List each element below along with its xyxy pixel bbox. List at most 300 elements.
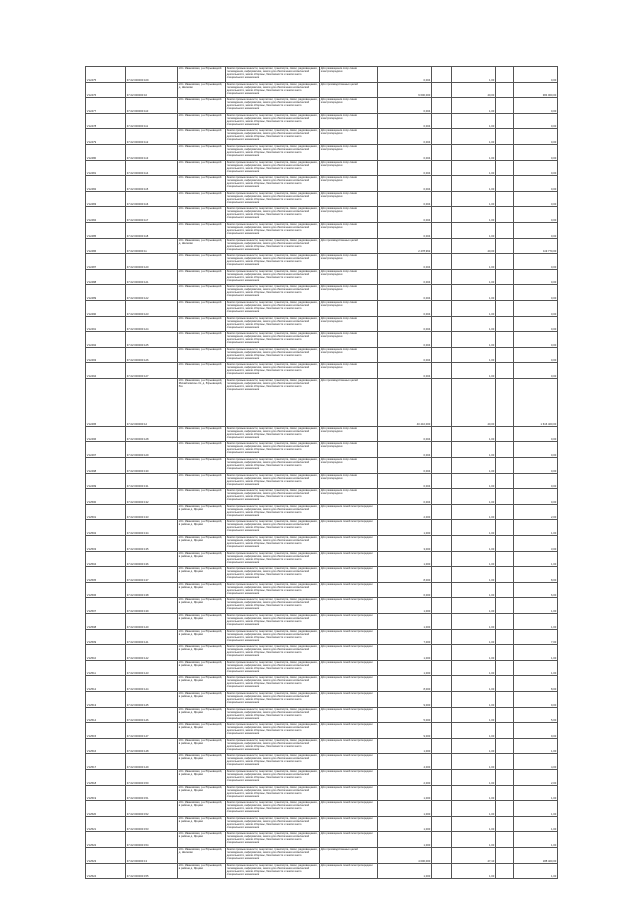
tax-rate: 1,00 xyxy=(452,707,496,723)
table-row xyxy=(86,160,558,176)
tax-sum: 1,00 xyxy=(514,520,558,536)
land-category: Земли промышленности, энергетики, транспорта, связи, радиовещания, телевидения, информатики, земли для обеспечения космической деятельности, земли обороны, безопасности и земли иного специального назначения xyxy=(226,816,320,832)
empty-cell xyxy=(496,754,514,770)
empty-cell xyxy=(432,191,452,207)
row-id: V12495 xyxy=(86,378,126,426)
empty-cell xyxy=(432,645,452,661)
table-row xyxy=(86,598,558,614)
permitted-use: Для размещения линий электропередачи xyxy=(320,598,378,614)
permitted-use: Для размещения линий электропередачи xyxy=(320,769,378,785)
permitted-use: Для размещения опор линии электропередачи xyxy=(320,473,378,489)
table-row xyxy=(86,536,558,552)
plot-address: обл. Ивановская, р-н Юрьевецкий xyxy=(178,285,226,301)
permitted-use: Для размещения линий электропередачи xyxy=(320,645,378,661)
tax-sum: 1,00 xyxy=(514,816,558,832)
empty-cell xyxy=(432,363,452,379)
tax-rate: 1,00 xyxy=(452,300,496,316)
plot-address: обл. Ивановская, р-н Юрьевецкий, в районе д. Ярцево xyxy=(178,598,226,614)
table-row xyxy=(86,489,558,505)
row-id: V12498 xyxy=(86,458,126,474)
table-row xyxy=(86,82,558,98)
permitted-use: Для размещения линий электропередачи xyxy=(320,723,378,739)
permitted-use: Для размещения линий электропередачи xyxy=(320,738,378,754)
plot-address: обл. Ивановская, р-н Юрьевецкий xyxy=(178,254,226,270)
cadastral-number: 37:22:000000:149 xyxy=(126,754,178,770)
permitted-use: Для размещения линий электропередачи xyxy=(320,863,378,879)
table-row xyxy=(86,520,558,536)
cadastral-number: 37:22:000000:133 xyxy=(126,504,178,520)
empty-cell xyxy=(432,614,452,630)
tax-sum: 0,00 xyxy=(514,347,558,363)
plot-address: обл. Ивановская, р-н Юрьевецкий, в районе д. Ярцево xyxy=(178,707,226,723)
tax-sum: 1,00 xyxy=(514,645,558,661)
cadastral-number: 37:22:000000:125 xyxy=(126,332,178,348)
plot-area: 0,004 xyxy=(378,144,432,160)
tax-rate: 1,00 xyxy=(452,222,496,238)
cadastral-number: 37:22:000000:147 xyxy=(126,723,178,739)
tax-sum: 1,00 xyxy=(514,801,558,817)
row-id: V12522 xyxy=(86,832,126,848)
empty-cell xyxy=(432,598,452,614)
plot-address: обл. Ивановская, р-н Юрьевецкий xyxy=(178,207,226,223)
plot-address: обл. Ивановская, р-н Юрьевецкий, в районе д. Ярцево xyxy=(178,520,226,536)
plot-address: обл. Ивановская, р-н Юрьевецкий, в районе д. Ярцево xyxy=(178,754,226,770)
plot-address: обл. Ивановская, р-н Юрьевецкий, в районе д. Ярцево xyxy=(178,676,226,692)
tax-sum: 0,00 xyxy=(514,285,558,301)
table-row xyxy=(86,238,558,254)
plot-area: 7,000 xyxy=(378,629,432,645)
tax-rate: 1,00 xyxy=(452,723,496,739)
plot-area: 1,000 xyxy=(378,832,432,848)
plot-area: 0,004 xyxy=(378,426,432,442)
cadastral-number: 37:22:000000:115 xyxy=(126,176,178,192)
land-category: Земли промышленности, энергетики, транспорта, связи, радиовещания, телевидения, информатики, земли для обеспечения космической деятельности, земли обороны, безопасности и земли иного специального назначения xyxy=(226,363,320,379)
row-id: V12517 xyxy=(86,754,126,770)
row-id: V12493 xyxy=(86,347,126,363)
plot-area: 8,000 xyxy=(378,676,432,692)
plot-address: обл. Ивановская, р-н Юрьевецкий xyxy=(178,113,226,129)
table-row xyxy=(86,222,558,238)
empty-cell xyxy=(432,222,452,238)
land-category: Земли промышленности, энергетики, транспорта, связи, радиовещания, телевидения, информатики, земли для обеспечения космической деятельности, земли обороны, безопасности и земли иного специального назначения xyxy=(226,551,320,567)
land-category: Земли промышленности, энергетики, транспорта, связи, радиовещания, телевидения, информатики, земли для обеспечения космической деятельности, земли обороны, безопасности и земли иного специального назначения xyxy=(226,458,320,474)
row-id: V12475 xyxy=(86,67,126,83)
table-row xyxy=(86,504,558,520)
permitted-use: Для размещения опор линии электропередачи xyxy=(320,129,378,145)
permitted-use: Для размещения опор линии электропередачи xyxy=(320,442,378,458)
tax-rate: 1,00 xyxy=(452,676,496,692)
tax-rate: 1,00 xyxy=(452,473,496,489)
land-category: Земли промышленности, энергетики, транспорта, связи, радиовещания, телевидения, информатики, земли для обеспечения космической деятельности, земли обороны, безопасности и земли иного специального назначения xyxy=(226,629,320,645)
empty-cell xyxy=(432,738,452,754)
plot-address: обл. Ивановская, р-н Юрьевецкий xyxy=(178,426,226,442)
empty-cell xyxy=(432,300,452,316)
plot-address: обл. Ивановская, р-н Юрьевецкий xyxy=(178,489,226,505)
row-id: V12488 xyxy=(86,269,126,285)
tax-sum: 0,00 xyxy=(514,442,558,458)
cadastral-number: 37:22:000000:142 xyxy=(126,645,178,661)
table-row xyxy=(86,254,558,270)
table-row xyxy=(86,378,558,426)
plot-area: 8,000 xyxy=(378,567,432,583)
land-category: Земли промышленности, энергетики, транспорта, связи, радиовещания, телевидения, информатики, земли для обеспечения космической деятельности, земли обороны, безопасности и земли иного специального назначения xyxy=(226,707,320,723)
empty-cell xyxy=(432,458,452,474)
empty-cell xyxy=(432,504,452,520)
cadastral-number: 37:22:000000:154 xyxy=(126,832,178,848)
land-category: Земли промышленности, энергетики, транспорта, связи, радиовещания, телевидения, информатики, земли для обеспечения космической деятельности, земли обороны, безопасности и земли иного специального назначения xyxy=(226,801,320,817)
empty-cell xyxy=(496,629,514,645)
tax-sum: 1,00 xyxy=(514,660,558,676)
plot-address: обл. Ивановская, р-н Юрьевецкий, в районе д. Ярцево xyxy=(178,832,226,848)
cadastral-number: 37:22:000000:110 xyxy=(126,98,178,114)
plot-area: 1,000 xyxy=(378,785,432,801)
empty-cell xyxy=(496,863,514,879)
cadastral-number: 37:22:000000:109 xyxy=(126,67,178,83)
row-id: V12505 xyxy=(86,567,126,583)
tax-rate: 1,00 xyxy=(452,567,496,583)
row-id: V12509 xyxy=(86,629,126,645)
register-sheet xyxy=(85,66,557,879)
cadastral-number: 37:22:000000:150 xyxy=(126,769,178,785)
plot-area: 0,004 xyxy=(378,98,432,114)
table-row xyxy=(86,816,558,832)
cadastral-number: 37:22:000000:131 xyxy=(126,473,178,489)
empty-cell xyxy=(432,332,452,348)
tax-sum: 0,00 xyxy=(514,473,558,489)
cadastral-number: 37:22:000000:153 xyxy=(126,816,178,832)
empty-cell xyxy=(496,489,514,505)
empty-cell xyxy=(432,316,452,332)
tax-sum: 0,00 xyxy=(514,316,558,332)
tax-rate: 1,00 xyxy=(452,285,496,301)
row-id: V12494 xyxy=(86,363,126,379)
table-row xyxy=(86,347,558,363)
tax-rate: 1,00 xyxy=(452,254,496,270)
row-id: V12491 xyxy=(86,316,126,332)
permitted-use: Для размещения опор линии электропередачи xyxy=(320,332,378,348)
tax-sum: 188 400,00 xyxy=(514,847,558,863)
tax-sum: 8,00 xyxy=(514,567,558,583)
empty-cell xyxy=(496,847,514,863)
empty-cell xyxy=(432,378,452,426)
empty-cell xyxy=(432,863,452,879)
row-id: V12502 xyxy=(86,520,126,536)
empty-cell xyxy=(496,738,514,754)
plot-address: обл. Ивановская, р-н Юрьевецкий xyxy=(178,442,226,458)
plot-address: обл. Ивановская, р-н Юрьевецкий, в районе д. Ярцево xyxy=(178,567,226,583)
table-row xyxy=(86,426,558,442)
plot-area: 3,000 xyxy=(378,536,432,552)
empty-cell xyxy=(432,551,452,567)
table-row xyxy=(86,458,558,474)
tax-sum: 9,00 xyxy=(514,691,558,707)
empty-cell xyxy=(496,363,514,379)
land-category: Земли промышленности, энергетики, транспорта, связи, радиовещания, телевидения, информатики, земли для обеспечения космической деятельности, земли обороны, безопасности и земли иного специального назначения xyxy=(226,582,320,598)
tax-sum: 1,00 xyxy=(514,614,558,630)
permitted-use: Для размещения линий электропередачи xyxy=(320,754,378,770)
empty-cell xyxy=(432,754,452,770)
tax-rate: 1,00 xyxy=(452,426,496,442)
land-category: Земли промышленности, энергетики, транспорта, связи, радиовещания, телевидения, информатики, земли для обеспечения космической деятельности, земли обороны, безопасности и земли иного специального назначения xyxy=(226,598,320,614)
permitted-use: Для размещения опор линии электропередачи xyxy=(320,222,378,238)
table-row xyxy=(86,676,558,692)
plot-area: 2 478,962 xyxy=(378,238,432,254)
tax-rate: 1,00 xyxy=(452,129,496,145)
empty-cell xyxy=(496,176,514,192)
plot-area: 0,004 xyxy=(378,473,432,489)
plot-area: 1,000 xyxy=(378,551,432,567)
row-id: V12512 xyxy=(86,676,126,692)
tax-rate: 1,00 xyxy=(452,144,496,160)
tax-sum: 2,00 xyxy=(514,504,558,520)
empty-cell xyxy=(496,645,514,661)
cadastral-number: 37:22:000000:114 xyxy=(126,160,178,176)
empty-cell xyxy=(496,269,514,285)
row-id: V12513 xyxy=(86,691,126,707)
tax-rate: 1,00 xyxy=(452,832,496,848)
plot-address: обл. Ивановская, р-н Юрьевецкий, д. Шелково xyxy=(178,238,226,254)
empty-cell xyxy=(496,567,514,583)
row-id: V12484 xyxy=(86,207,126,223)
cadastral-number: 37:22:000000:136 xyxy=(126,551,178,567)
land-category: Земли промышленности, энергетики, транспорта, связи, радиовещания, телевидения, информатики, земли для обеспечения космической деятельности, земли обороны, безопасности и земли иного специального назначения xyxy=(226,489,320,505)
permitted-use: Для размещения опор линии электропередачи xyxy=(320,316,378,332)
permitted-use: Для размещения линий электропередачи xyxy=(320,801,378,817)
permitted-use: Для размещения опор линии электропередачи xyxy=(320,269,378,285)
tax-sum: 0,00 xyxy=(514,98,558,114)
empty-cell xyxy=(496,332,514,348)
cadastral-number: 37:22:000000:151 xyxy=(126,785,178,801)
tax-sum: 1,00 xyxy=(514,598,558,614)
tax-sum: 2,00 xyxy=(514,769,558,785)
plot-address: обл. Ивановская, р-н Юрьевецкий xyxy=(178,269,226,285)
permitted-use: Для размещения линий электропередачи xyxy=(320,614,378,630)
cadastral-number: 37:22:000000:117 xyxy=(126,207,178,223)
permitted-use: Для размещения опор линии электропередачи xyxy=(320,67,378,83)
land-category: Земли промышленности, энергетики, транспорта, связи, радиовещания, телевидения, информатики, земли для обеспечения космической деятельности, земли обороны, безопасности и земли иного специального назначения xyxy=(226,207,320,223)
tax-rate: 1,00 xyxy=(452,691,496,707)
empty-cell xyxy=(432,113,452,129)
cadastral-number: 37:22:000000:12 xyxy=(126,378,178,426)
row-id: V12483 xyxy=(86,191,126,207)
empty-cell xyxy=(496,551,514,567)
land-category: Земли промышленности, энергетики, транспорта, связи, радиовещания, телевидения, информатики, земли для обеспечения космической деятельности, земли обороны, безопасности и земли иного специального назначения xyxy=(226,442,320,458)
table-row xyxy=(86,316,558,332)
plot-area: 1,000 xyxy=(378,660,432,676)
table-row xyxy=(86,614,558,630)
plot-area: 1,000 xyxy=(378,801,432,817)
tax-rate: 1,00 xyxy=(452,347,496,363)
empty-cell xyxy=(496,707,514,723)
plot-address: обл. Ивановская, р-н Юрьевецкий, Михайловское с/п, д. Юрьевецкий, б/н xyxy=(178,378,226,426)
tax-sum: 0,00 xyxy=(514,489,558,505)
tax-rate: 1,00 xyxy=(452,769,496,785)
empty-cell xyxy=(496,285,514,301)
table-row xyxy=(86,832,558,848)
empty-cell xyxy=(496,113,514,129)
empty-cell xyxy=(496,582,514,598)
table-row xyxy=(86,660,558,676)
permitted-use: Для размещения линий электропередачи xyxy=(320,816,378,832)
plot-address: обл. Ивановская, р-н Юрьевецкий xyxy=(178,332,226,348)
land-category: Земли промышленности, энергетики, транспорта, связи, радиовещания, телевидения, информатики, земли для обеспечения космической деятельности, земли обороны, безопасности и земли иного специального назначения xyxy=(226,316,320,332)
plot-area: 0,004 xyxy=(378,269,432,285)
row-id: V12501 xyxy=(86,504,126,520)
tax-rate: 40,00 xyxy=(452,238,496,254)
cadastral-number: 37:22:000000:123 xyxy=(126,300,178,316)
cadastral-number: 37:22:000000:112 xyxy=(126,129,178,145)
empty-cell xyxy=(496,832,514,848)
cadastral-number: 37:22:000000:116 xyxy=(126,191,178,207)
tax-sum: 0,00 xyxy=(514,363,558,379)
plot-address: обл. Ивановская, р-н Юрьевецкий, в районе д. Ярцево xyxy=(178,536,226,552)
tax-rate: 1,00 xyxy=(452,598,496,614)
row-id: V12496 xyxy=(86,426,126,442)
permitted-use: Для размещения опор линии электропередачи xyxy=(320,160,378,176)
empty-cell xyxy=(496,769,514,785)
cadastral-number: 37:22:000000:127 xyxy=(126,363,178,379)
plot-address: обл. Ивановская, р-н Юрьевецкий, в районе д. Ярцево xyxy=(178,645,226,661)
row-id: V12490 xyxy=(86,300,126,316)
empty-cell xyxy=(496,378,514,426)
plot-address: обл. Ивановская, р-н Юрьевецкий, д. Шелково xyxy=(178,82,226,98)
plot-address: обл. Ивановская, р-н Юрьевецкий xyxy=(178,98,226,114)
plot-address: обл. Ивановская, р-н Юрьевецкий xyxy=(178,129,226,145)
row-id: V12523 xyxy=(86,847,126,863)
table-row xyxy=(86,285,558,301)
tax-rate: 1,00 xyxy=(452,816,496,832)
tax-sum: 1,00 xyxy=(514,863,558,879)
empty-cell xyxy=(432,769,452,785)
land-category: Земли промышленности, энергетики, транспорта, связи, радиовещания, телевидения, информатики, земли для обеспечения космической деятельности, земли обороны, безопасности и земли иного специального назначения xyxy=(226,332,320,348)
plot-area: 1,000 xyxy=(378,645,432,661)
tax-rate: 1,00 xyxy=(452,863,496,879)
table-row xyxy=(86,113,558,129)
permitted-use: Для производственных целей xyxy=(320,378,378,426)
tax-rate: 1,00 xyxy=(452,458,496,474)
empty-cell xyxy=(432,347,452,363)
cadastral-number: 37:22:000000:130 xyxy=(126,458,178,474)
plot-area: 1,000 xyxy=(378,598,432,614)
permitted-use: Для размещения опор линии электропередачи xyxy=(320,458,378,474)
table-row xyxy=(86,176,558,192)
table-row xyxy=(86,191,558,207)
tax-rate: 1,00 xyxy=(452,536,496,552)
table-row xyxy=(86,863,558,879)
plot-address: обл. Ивановская, р-н Юрьевецкий, в районе д. Ярцево xyxy=(178,863,226,879)
land-category: Земли промышленности, энергетики, транспорта, связи, радиовещания, телевидения, информатики, земли для обеспечения космической деятельности, земли обороны, безопасности и земли иного специального назначения xyxy=(226,754,320,770)
land-category: Земли промышленности, энергетики, транспорта, связи, радиовещания, телевидения, информатики, земли для обеспечения космической деятельности, земли обороны, безопасности и земли иного специального назначения xyxy=(226,614,320,630)
tax-sum: 0,00 xyxy=(514,129,558,145)
land-category: Земли промышленности, энергетики, транспорта, связи, радиовещания, телевидения, информатики, земли для обеспечения космической деятельности, земли обороны, безопасности и земли иного специального назначения xyxy=(226,129,320,145)
tax-sum: 5,00 xyxy=(514,707,558,723)
empty-cell xyxy=(496,160,514,176)
permitted-use: Для размещения линий электропередачи xyxy=(320,660,378,676)
plot-address: обл. Ивановская, р-н Юрьевецкий xyxy=(178,67,226,83)
tax-rate: 1,00 xyxy=(452,738,496,754)
cadastral-number: 37:22:000000:146 xyxy=(126,707,178,723)
plot-address: обл. Ивановская, р-н Юрьевецкий, в районе д. Ярцево xyxy=(178,582,226,598)
cadastral-number: 37:22:000000:11 xyxy=(126,238,178,254)
plot-area: 1,000 xyxy=(378,520,432,536)
empty-cell xyxy=(432,707,452,723)
permitted-use: Для производственных целей xyxy=(320,238,378,254)
tax-rate: 1,00 xyxy=(452,801,496,817)
cadastral-number: 37:22:000000:10 xyxy=(126,82,178,98)
land-category: Земли промышленности, энергетики, транспорта, связи, радиовещания, телевидения, информатики, земли для обеспечения космической деятельности, земли обороны, безопасности и земли иного специального назначения xyxy=(226,536,320,552)
land-category: Земли промышленности, энергетики, транспорта, связи, радиовещания, телевидения, информатики, земли для обеспечения космической деятельности, земли обороны, безопасности и земли иного специального назначения xyxy=(226,160,320,176)
permitted-use: Для размещения линий электропередачи xyxy=(320,551,378,567)
land-category: Земли промышленности, энергетики, транспорта, связи, радиовещания, телевидения, информатики, земли для обеспечения космической деятельности, земли обороны, безопасности и земли иного специального назначения xyxy=(226,847,320,863)
plot-area: 0,004 xyxy=(378,160,432,176)
table-row xyxy=(86,551,558,567)
row-id: V12485 xyxy=(86,222,126,238)
cadastral-number: 37:22:000000:152 xyxy=(126,801,178,817)
empty-cell xyxy=(496,144,514,160)
permitted-use: Для размещения опор линии электропередачи xyxy=(320,285,378,301)
permitted-use: Для производственных целей xyxy=(320,82,378,98)
table-row xyxy=(86,738,558,754)
empty-cell xyxy=(432,785,452,801)
table-row xyxy=(86,645,558,661)
permitted-use: Для размещения опор линии электропередачи xyxy=(320,144,378,160)
tax-sum: 0,00 xyxy=(514,191,558,207)
table-row xyxy=(86,473,558,489)
tax-rate: 1,00 xyxy=(452,520,496,536)
plot-area: 0,004 xyxy=(378,489,432,505)
tax-sum: 0,00 xyxy=(514,144,558,160)
tax-sum: 0,00 xyxy=(514,207,558,223)
row-id: V12477 xyxy=(86,98,126,114)
cadastral-number: 37:22:000000:118 xyxy=(126,222,178,238)
permitted-use: Для размещения линий электропередачи xyxy=(320,785,378,801)
cadastral-number: 37:22:000000:137 xyxy=(126,567,178,583)
land-category: Земли промышленности, энергетики, транспорта, связи, радиовещания, телевидения, информатики, земли для обеспечения космической деятельности, земли обороны, безопасности и земли иного специального назначения xyxy=(226,676,320,692)
plot-area: 1,000 xyxy=(378,738,432,754)
table-row xyxy=(86,207,558,223)
land-category: Земли промышленности, энергетики, транспорта, связи, радиовещания, телевидения, информатики, земли для обеспечения космической деятельности, земли обороны, безопасности и земли иного специального назначения xyxy=(226,191,320,207)
permitted-use: Для размещения опор линии электропередачи xyxy=(320,191,378,207)
empty-cell xyxy=(496,691,514,707)
row-id: V12518 xyxy=(86,769,126,785)
land-category: Земли промышленности, энергетики, транспорта, связи, радиовещания, телевидения, информатики, земли для обеспечения космической деятельности, земли обороны, безопасности и земли иного специального назначения xyxy=(226,300,320,316)
tax-sum: 384 000,00 xyxy=(514,82,558,98)
tax-rate: 40,00 xyxy=(452,82,496,98)
empty-cell xyxy=(432,847,452,863)
permitted-use: Для размещения линий электропередачи xyxy=(320,629,378,645)
plot-area: 9,000 xyxy=(378,691,432,707)
empty-cell xyxy=(432,629,452,645)
land-category: Земли промышленности, энергетики, транспорта, связи, радиовещания, телевидения, информатики, земли для обеспечения космической деятельности, земли обороны, безопасности и земли иного специального назначения xyxy=(226,832,320,848)
row-id: V12520 xyxy=(86,801,126,817)
empty-cell xyxy=(496,614,514,630)
tax-sum: 0,00 xyxy=(514,160,558,176)
cadastral-number: 37:22:000000:145 xyxy=(126,691,178,707)
empty-cell xyxy=(432,567,452,583)
tax-sum: 0,00 xyxy=(514,176,558,192)
empty-cell xyxy=(496,98,514,114)
cadastral-number: 37:22:000000:143 xyxy=(126,660,178,676)
land-category: Земли промышленности, энергетики, транспорта, связи, радиовещания, телевидения, информатики, земли для обеспечения космической деятельности, земли обороны, безопасности и земли иного специального назначения xyxy=(226,144,320,160)
empty-cell xyxy=(496,458,514,474)
empty-cell xyxy=(496,426,514,442)
empty-cell xyxy=(496,785,514,801)
empty-cell xyxy=(432,269,452,285)
land-category: Земли промышленности, энергетики, транспорта, связи, радиовещания, телевидения, информатики, земли для обеспечения космической деятельности, земли обороны, безопасности и земли иного специального назначения xyxy=(226,785,320,801)
land-category: Земли промышленности, энергетики, транспорта, связи, радиовещания, телевидения, информатики, земли для обеспечения космической деятельности, земли обороны, безопасности и земли иного специального назначения xyxy=(226,113,320,129)
plot-address: обл. Ивановская, р-н Юрьевецкий, в районе д. Ярцево xyxy=(178,738,226,754)
tax-rate: 1,00 xyxy=(452,191,496,207)
